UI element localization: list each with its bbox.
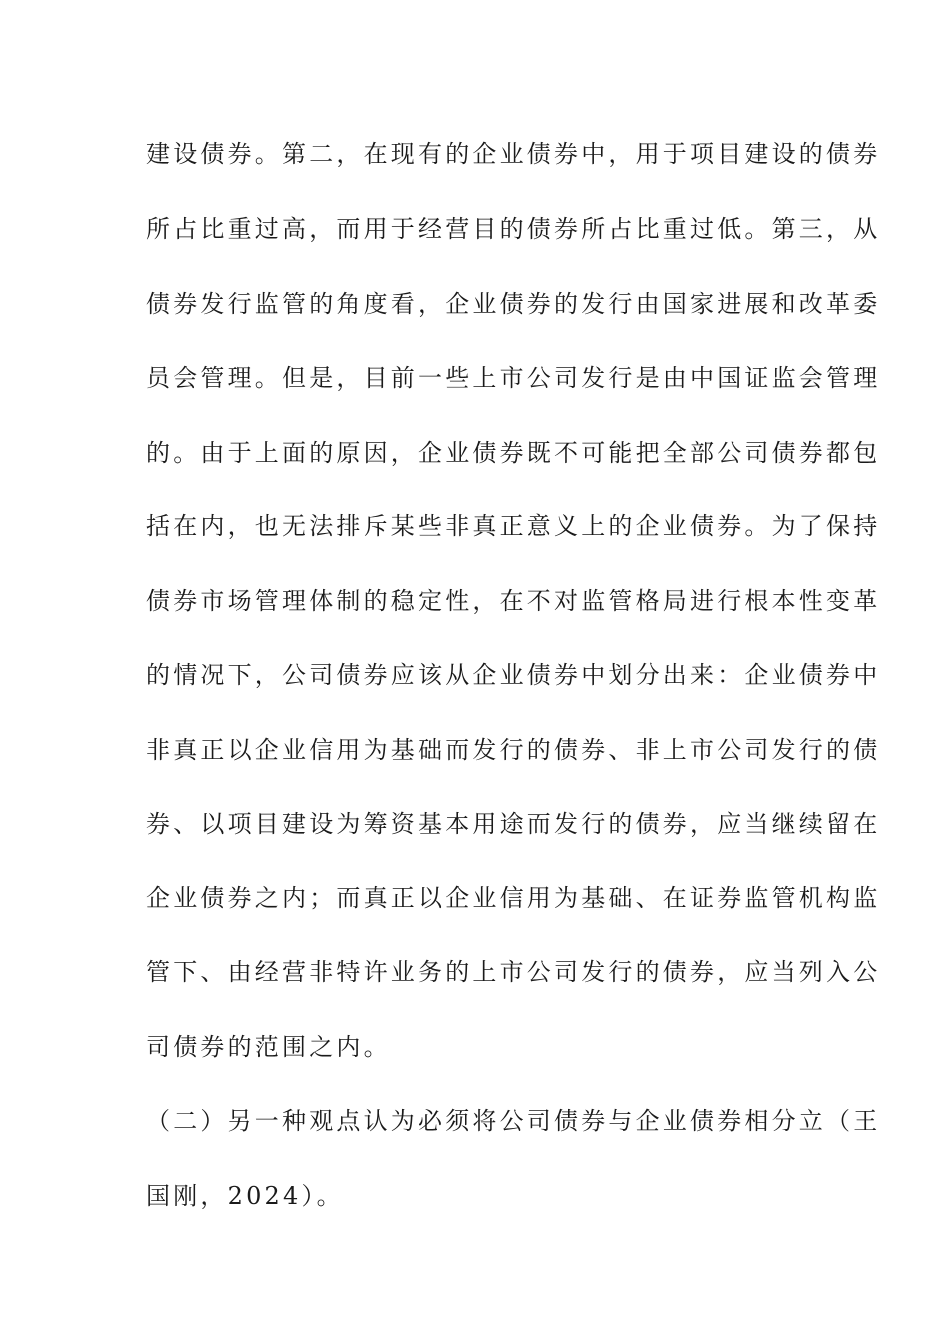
text-line: 所占比重过高，而用于经营目的债券所占比重过低。第三，从	[146, 215, 881, 243]
section-heading-continuation: 国刚，2024）。	[146, 1182, 344, 1210]
text-line: 的情况下，公司债券应该从企业债券中划分出来：企业债券中	[146, 661, 881, 689]
section-heading: （二）另一种观点认为必须将公司债券与企业债券相分立（王	[146, 1107, 881, 1135]
text-line: 建设债券。第二，在现有的企业债券中，用于项目建设的债券	[146, 140, 881, 168]
text-line: 员会管理。但是，目前一些上市公司发行是由中国证监会管理	[146, 364, 881, 392]
text-line: 括在内，也无法排斥某些非真正意义上的企业债券。为了保持	[146, 512, 881, 540]
text-line: 管下、由经营非特许业务的上市公司发行的债券，应当列入公	[146, 958, 881, 986]
text-line: 的。由于上面的原因，企业债券既不可能把全部公司债券都包	[146, 439, 881, 467]
text-line: 券、以项目建设为筹资基本用途而发行的债券，应当继续留在	[146, 810, 881, 838]
text-line: 非真正以企业信用为基础而发行的债券、非上市公司发行的债	[146, 736, 881, 764]
text-line: 债券发行监管的角度看，企业债券的发行由国家进展和改革委	[146, 290, 881, 318]
text-line: 司债券的范围之内。	[146, 1033, 391, 1061]
text-line: 企业债券之内；而真正以企业信用为基础、在证券监管机构监	[146, 884, 881, 912]
text-line: 债券市场管理体制的稳定性，在不对监管格局进行根本性变革	[146, 587, 881, 615]
